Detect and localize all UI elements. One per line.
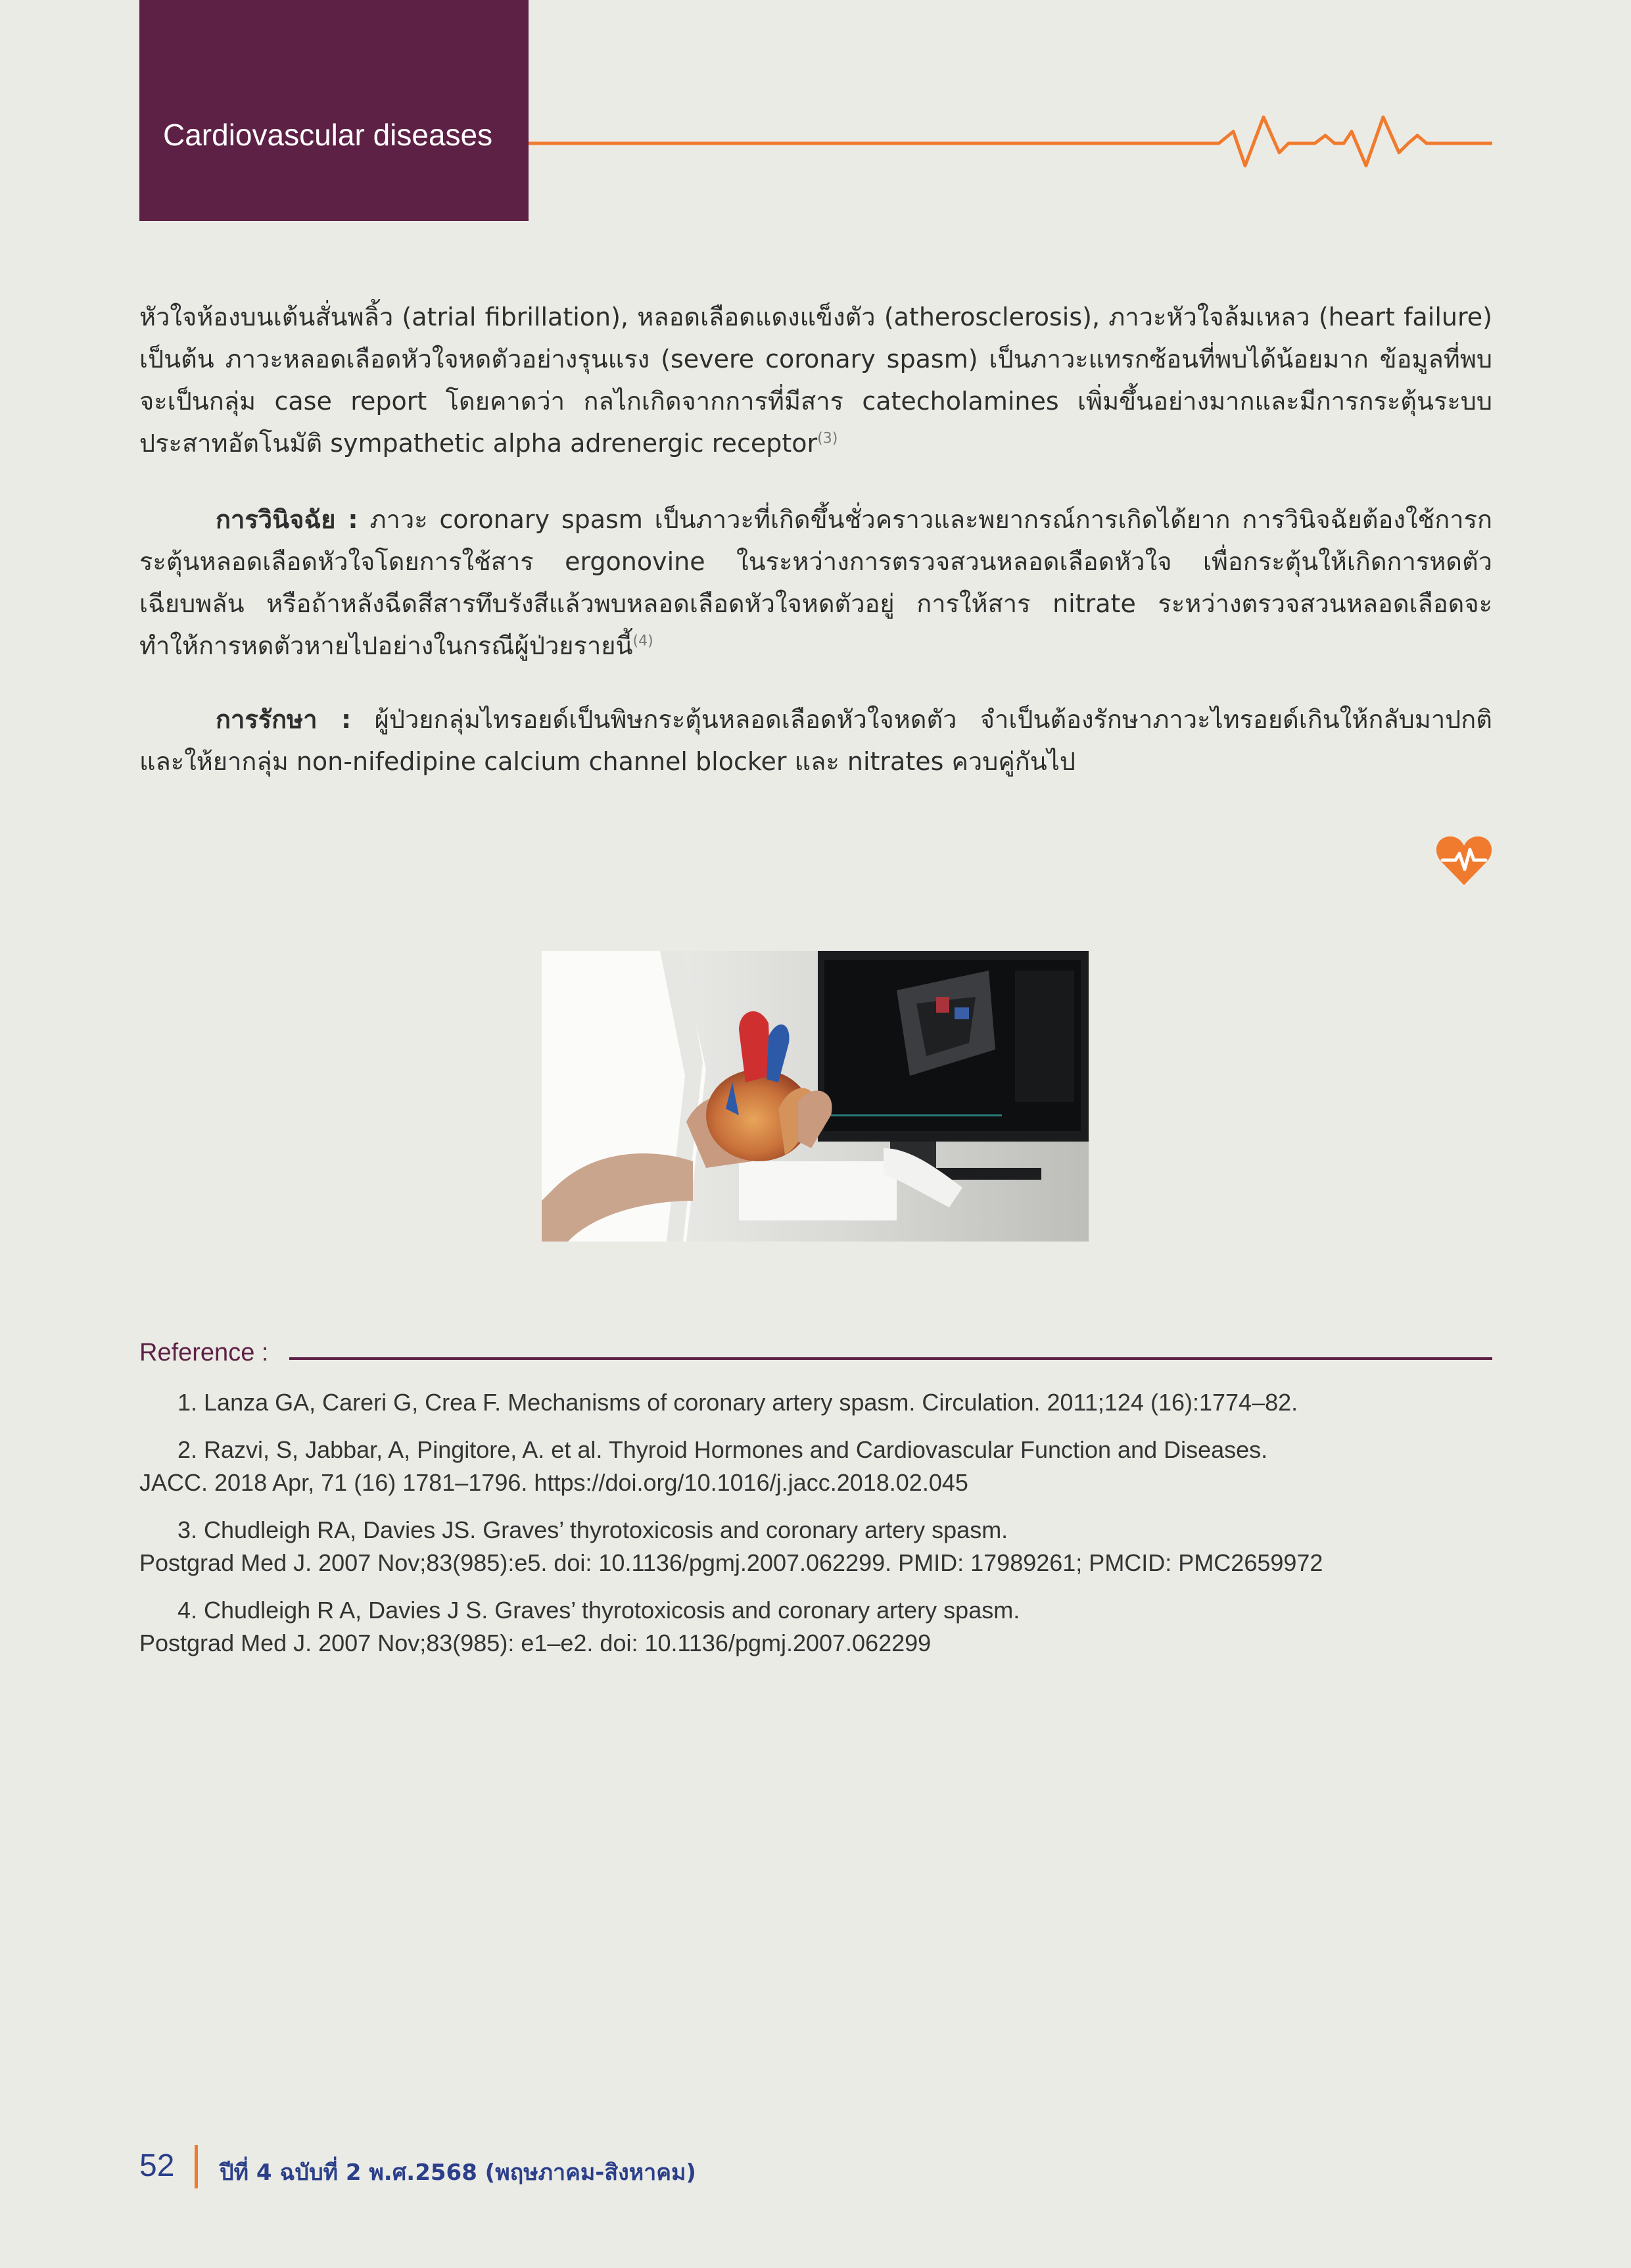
diagnosis-paragraph (139, 498, 1492, 667)
footer-divider (195, 2145, 198, 2188)
reference-line: 3. Chudleigh RA, Davies JS. Graves’ thyrotoxicosis and coronary artery spasm. (177, 1516, 1008, 1543)
section-title: Cardiovascular diseases (163, 118, 493, 152)
reference-line: 1. Lanza GA, Careri G, Crea F. Mechanisms of coronary artery spasm. Circulation. 2011;124 (16):1774–82. (177, 1389, 1298, 1416)
reference-line: JACC. 2018 Apr, 71 (16) 1781–1796. https://doi.org/10.1016/j.jacc.2018.02.045 (139, 1469, 968, 1496)
reference-list (139, 1386, 1492, 1674)
treatment-paragraph (139, 698, 1492, 783)
treatment-text: ผู้ป่วยกลุ่มไทรอยด์เป็นพิษกระตุ้นหลอดเลือดหัวใจหดตัว จำเป็นต้องรักษาภาวะไทรอยด์เกินให้กลับมาปกติ และให้ยากลุ่ม non-nifedipine calcium channel blocker และ nitrates ควบคู่กันไป (139, 705, 1492, 776)
reference-line: 4. Chudleigh R A, Davies J S. Graves’ thyrotoxicosis and coronary artery spasm. (177, 1597, 1020, 1624)
reference-item (139, 1514, 1492, 1580)
reference-heading: Reference : (139, 1339, 269, 1366)
reference-item (139, 1434, 1492, 1499)
reference-line: Postgrad Med J. 2007 Nov;83(985): e1–e2. doi: 10.1136/pgmj.2007.062299 (139, 1629, 932, 1656)
reference-divider (289, 1357, 1492, 1360)
ecg-line-icon (529, 105, 1492, 171)
reference-line: 2. Razvi, S, Jabbar, A, Pingitore, A. et al. Thyroid Hormones and Cardiovascular Function and Diseases. (177, 1436, 1268, 1463)
diagnosis-label: การวินิจฉัย : (216, 505, 358, 534)
issue-info: ปีที่ 4 ฉบับที่ 2 พ.ศ.2568 (พฤษภาคม-สิงหาคม) (220, 2159, 696, 2186)
section-header (139, 0, 529, 221)
heart-model-photo (542, 951, 1089, 1242)
intro-paragraph (139, 296, 1492, 464)
treatment-label: การรักษา : (216, 705, 352, 734)
citation-3: (3) (817, 430, 838, 447)
reference-item (139, 1594, 1492, 1660)
diagnosis-text: ภาวะ coronary spasm เป็นภาวะที่เกิดขึ้นชั่วคราวและพยากรณ์การเกิดได้ยาก การวินิจฉัยต้องใช้การกระตุ้นหลอดเลือดหัวใจโดยการใช้สาร ergonovine ในระหว่างการตรวจสวนหลอดเลือดหัวใจ เพื่อกระตุ้นให้เกิดการหดตัวเฉียบพลัน หรือถ้าหลังฉีดสีสารทึบรังสีแล้วพบหลอดเลือดหัวใจหดตัวอยู่ การให้สาร nitrate ระหว่างตรวจสวนหลอดเลือดจะทำให้การหดตัวหายไปอย่างในกรณีผู้ป่วยรายนี้ (139, 505, 1492, 660)
reference-line: Postgrad Med J. 2007 Nov;83(985):e5. doi: 10.1136/pgmj.2007.062299. PMID: 17989261; PMCID: PMC2659972 (139, 1549, 1323, 1576)
heart-pulse-icon (1436, 834, 1492, 888)
page-number: 52 (139, 2148, 175, 2183)
citation-4: (4) (632, 633, 653, 650)
reference-item (139, 1386, 1492, 1419)
intro-text: หัวใจห้องบนเต้นสั่นพลิ้ว (atrial fibrillation), หลอดเลือดแดงแข็งตัว (atherosclerosis), ภาวะหัวใจล้มเหลว (heart failure) เป็นต้น ภาวะหลอดเลือดหัวใจหดตัวอย่างรุนแรง (severe coronary spasm) เป็นภาวะแทรกซ้อนที่พบได้น้อยมาก ข้อมูลที่พบจะเป็นกลุ่ม case report โดยคาดว่า กลไกเกิดจากการที่มีสาร catecholamines เพิ่มขึ้นอย่างมากและมีการกระตุ้นระบบประสาทอัตโนมัติ sympathetic alpha adrenergic receptor (139, 302, 1492, 458)
